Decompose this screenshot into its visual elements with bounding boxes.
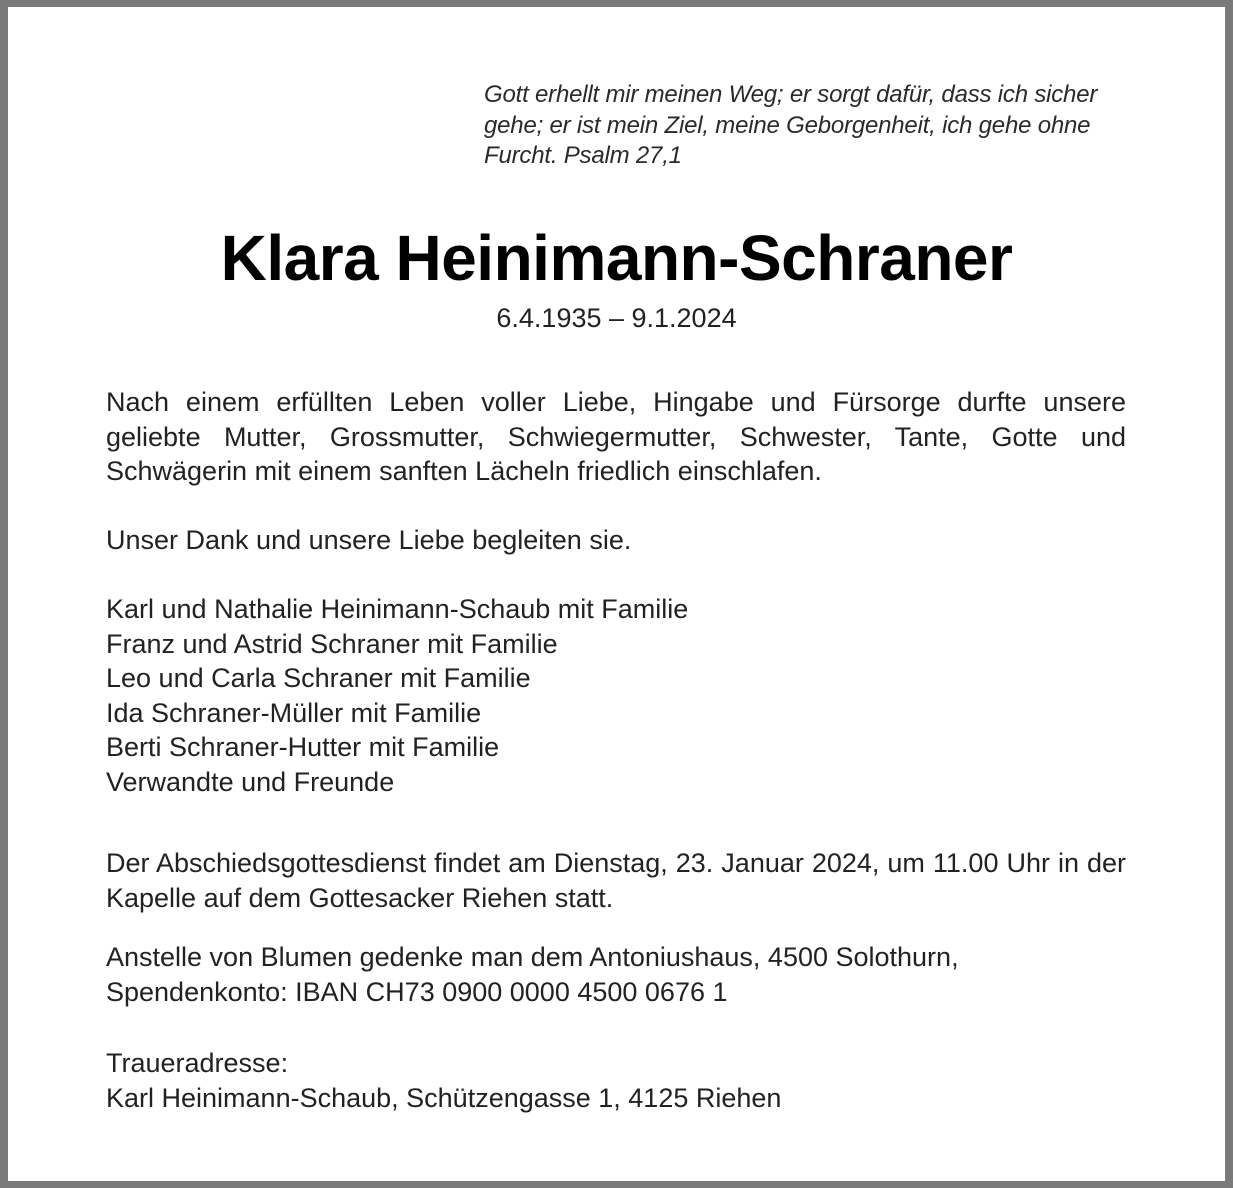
mourner-entry: Leo und Carla Schraner mit Familie bbox=[106, 663, 531, 693]
life-dates: 6.4.1935 – 9.1.2024 bbox=[496, 303, 737, 333]
mourner-entry: Verwandte und Freunde bbox=[106, 766, 395, 797]
mourner-entry: Berti Schraner-Hutter mit Familie bbox=[106, 732, 500, 762]
mourner-entry: Ida Schraner-Müller mit Familie bbox=[106, 697, 482, 728]
deceased-name: Klara Heinimann-Schraner bbox=[220, 222, 1013, 294]
psalm-quote bbox=[484, 80, 1134, 172]
donation-iban-line: Spendenkonto: IBAN CH73 0900 0000 4500 0676 1 bbox=[106, 976, 728, 1007]
mourner-entry: Karl und Nathalie Heinimann-Schaub mit Familie bbox=[106, 594, 689, 624]
mourner-entry: Franz und Astrid Schraner mit Familie bbox=[106, 628, 558, 659]
intro-paragraph: Nach einem erfüllten Leben voller Liebe, Hingabe und Fürsorge durfte unsere geliebte Mutter, Grossmutter, Schwiegermutter, Schwester, Tante, Gotte und Schwägerin mit einem sanften Lächeln friedlich einschlafen. bbox=[106, 387, 1126, 486]
psalm-line: Furcht. Psalm 27,1 bbox=[484, 142, 682, 169]
thanks-line: Unser Dank und unsere Liebe begleiten sie. bbox=[106, 525, 632, 555]
address-label: Traueradresse: bbox=[106, 1048, 289, 1078]
donation-paragraph bbox=[106, 940, 1126, 1009]
donation-line: Anstelle von Blumen gedenke man dem Antoniushaus, 4500 Solothurn, bbox=[106, 942, 959, 972]
service-paragraph: Der Abschiedsgottesdienst findet am Dienstag, 23. Januar 2024, um 11.00 Uhr in der Kapelle auf dem Gottesacker Riehen statt. bbox=[106, 848, 1126, 913]
mourning-address bbox=[106, 1046, 1126, 1115]
mourners-list bbox=[106, 592, 1126, 799]
psalm-line: gehe; er ist mein Ziel, meine Geborgenheit, ich gehe ohne bbox=[484, 111, 1091, 139]
address-value: Karl Heinimann-Schaub, Schützengasse 1, 4125 Riehen bbox=[106, 1082, 782, 1113]
psalm-line: Gott erhellt mir meinen Weg; er sorgt dafür, dass ich sicher bbox=[484, 81, 1098, 108]
